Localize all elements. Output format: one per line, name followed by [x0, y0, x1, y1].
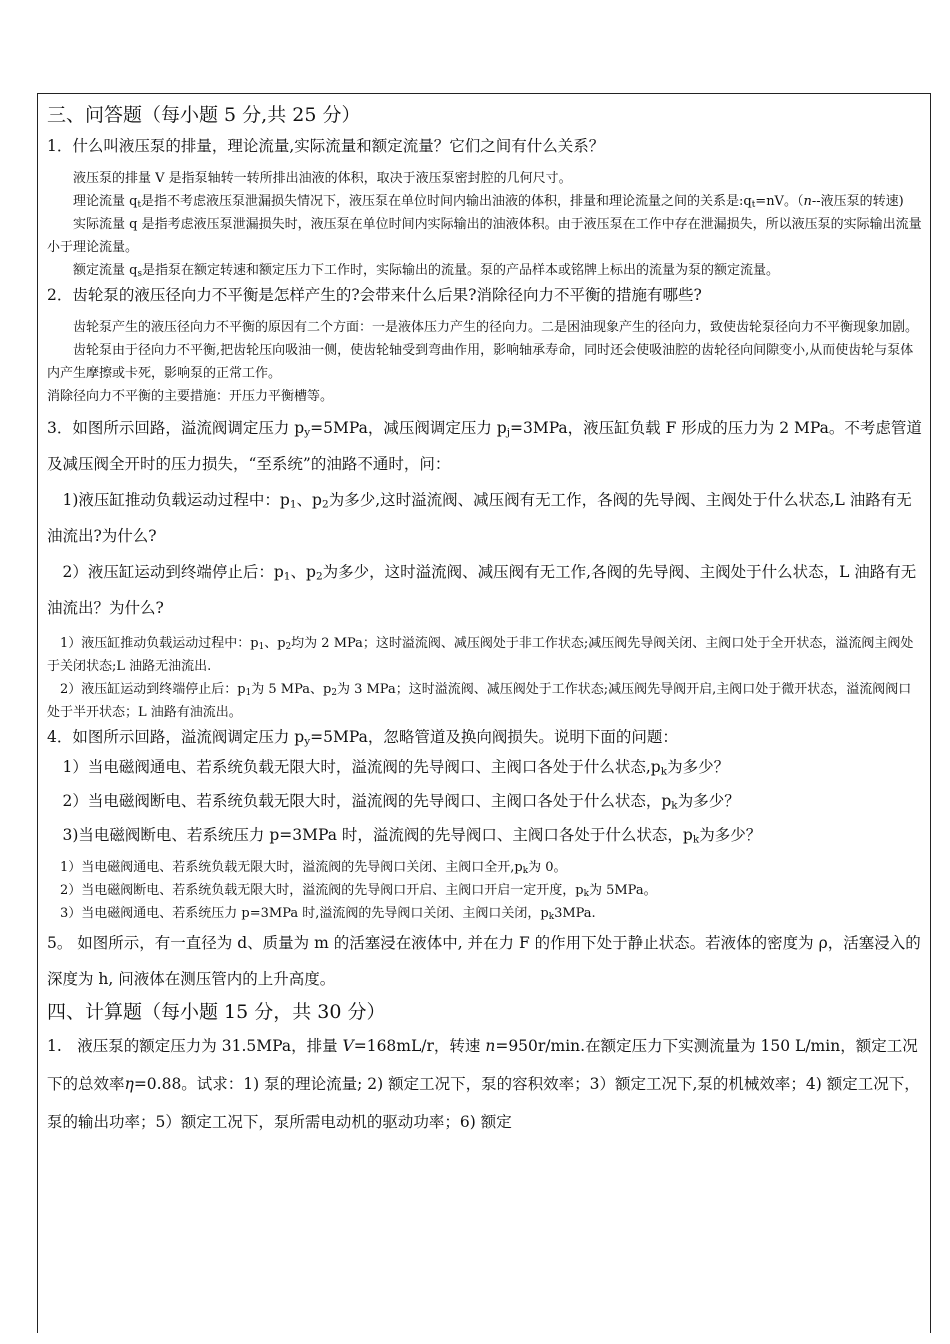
answer-2 — [47, 316, 922, 408]
answer-4-para-3: 3）当电磁阀通电、若系统压力 p=3MPa 时,溢流阀的先导阀口关闭、主阀口关闭，$p_k3MPa$. — [60, 906, 596, 923]
answer-3 — [47, 632, 922, 724]
question-1: 1．什么叫液压泵的排量，理论流量,实际流量和额定流量？它们之间有什么关系？ — [47, 137, 605, 155]
answer-3-para-1: 1）液压缸推动负载运动过程中：$p_1$、$p_2$均为 2 MPa；这时溢流阀、减压阀处于非工作状态;减压阀先导阀关闭、主阀口处于全开状态，溢流阀主阀处于关闭状态;L 油路无油流出. — [47, 636, 914, 674]
answer-1-para-4: 额定流量 $q_s$是指泵在额定转速和额定压力下工作时，实际输出的流量。泵的产品样本或铭牌上标出的流量为泵的额定流量。 — [73, 263, 780, 280]
answer-1-para-2: 理论流量 $q_t$是指不考虑液压泵泄漏损失情况下，液压泵在单位时间内输出油液的体积，排量和理论流量之间的关系是$:q_t=nV$。（n--液压泵的转速) — [73, 194, 904, 211]
question-4-part-3: 3)当电磁阀断电、若系统压力 p=3MPa 时，溢流阀的先导阀口、主阀口各处于什么状态，$p_k$为多少？ — [62, 826, 762, 846]
question-4-part-1: 1）当电磁阀通电、若系统负载无限大时，溢流阀的先导阀口、主阀口各处于什么状态$,p_k$为多少？ — [62, 758, 730, 778]
question-5: 5。 如图所示，有一直径为 d、质量为 m 的活塞浸在液体中, 并在力 F 的作用下处于静止状态。若液体的密度为 ρ，活塞浸入的深度为 h, 问液体在测压管内的上升高度。 — [47, 934, 921, 988]
answer-4-para-2: 2）当电磁阀断电、若系统负载无限大时，溢流阀的先导阀口开启、主阀口开启一定开度，$p_k$为 5MPa。 — [60, 883, 657, 900]
question-3: 3．如图所示回路，溢流阀调定压力 $p_y=5MPa$，减压阀调定压力 $p_j=3MPa$，液压缸负载 F 形成的压力为 2 MPa。不考虑管道及减压阀全开时的压力损失，“至系统”的油路不通时，问： — [47, 419, 922, 473]
question-3-part-1: 1)液压缸推动负载运动过程中：$p_1$、$p_2$为多少,这时溢流阀、减压阀有无工作，各阀的先导阀、主阀处于什么状态,L 油路有无油流出?为什么? — [47, 491, 912, 545]
answer-1-para-3: 实际流量 q 是指考虑液压泵泄漏损失时，液压泵在单位时间内实际输出的油液体积。由于液压泵在工作中存在泄漏损失，所以液压泵的实际输出流量小于理论流量。 — [47, 217, 922, 255]
answer-1-para-1: 液压泵的排量 V 是指泵轴转一转所排出油液的体积，取决于液压泵密封腔的几何尺寸。 — [73, 171, 572, 186]
content — [47, 100, 922, 1141]
answer-2-para-2: 齿轮泵由于径向力不平衡,把齿轮压向吸油一侧，使齿轮轴受到弯曲作用，影响轴承寿命，同时还会使吸油腔的齿轮径向间隙变小,从而使齿轮与泵体内产生摩擦或卡死，影响泵的正常工作。 — [47, 343, 914, 381]
answer-2-para-3: 消除径向力不平衡的主要措施：开压力平衡槽等。 — [47, 389, 334, 404]
question-2: 2．齿轮泵的液压径向力不平衡是怎样产生的?会带来什么后果?消除径向力不平衡的措施有哪些? — [47, 286, 702, 304]
answer-4-para-1: 1）当电磁阀通电、若系统负载无限大时，溢流阀的先导阀口关闭、主阀口全开$,p_k$为 0。 — [60, 860, 567, 877]
question-4: 4．如图所示回路，溢流阀调定压力 $p_y=5MPa$，忽略管道及换向阀损失。说明下面的问题： — [47, 728, 678, 748]
answer-2-para-1: 齿轮泵产生的液压径向力不平衡的原因有二个方面：一是液体压力产生的径向力。二是困油现象产生的径向力，致使齿轮泵径向力不平衡现象加剧。 — [73, 320, 919, 335]
answer-1 — [47, 167, 922, 282]
answer-3-para-2: 2）液压缸运动到终端停止后：$p_1$为 5 MPa、$p_2$为 3 MPa；这时溢流阀、减压阀处于工作状态;减压阀先导阀开启,主阀口处于微开状态，溢流阀阀口处于半开状态；L 油路有油流出。 — [47, 682, 912, 720]
question-3-part-2: 2）液压缸运动到终端停止后：$p_1$、$p_2$为多少，这时溢流阀、减压阀有无工作,各阀的先导阀、主阀处于什么状态，L 油路有无油流出？为什么? — [47, 563, 917, 617]
calc-question-1: 1. 液压泵的额定压力为 31.5MPa，排量 V=168mL/r，转速 n=950r/min.在额定压力下实测流量为 150 L/min，额定工况下的总效率η=0.88。试求：1) 泵的理论流量; 2) 额定工况下，泵的容积效率；3）额定工况下,泵的机械效率；4) 额定工况下，泵的输出功率；5）额定工况下，泵所需电动机的驱动功率；6) 额定 — [47, 1037, 920, 1131]
answer-box — [37, 93, 931, 1333]
answer-4 — [47, 856, 922, 925]
section4-heading: 四、计算题（每小题 15 分，共 30 分） — [47, 1001, 386, 1023]
section3-heading: 三、问答题（每小题 5 分,共 25 分） — [47, 104, 361, 126]
question-4-part-2: 2）当电磁阀断电、若系统负载无限大时，溢流阀的先导阀口、主阀口各处于什么状态，$p_k$为多少？ — [62, 792, 740, 812]
